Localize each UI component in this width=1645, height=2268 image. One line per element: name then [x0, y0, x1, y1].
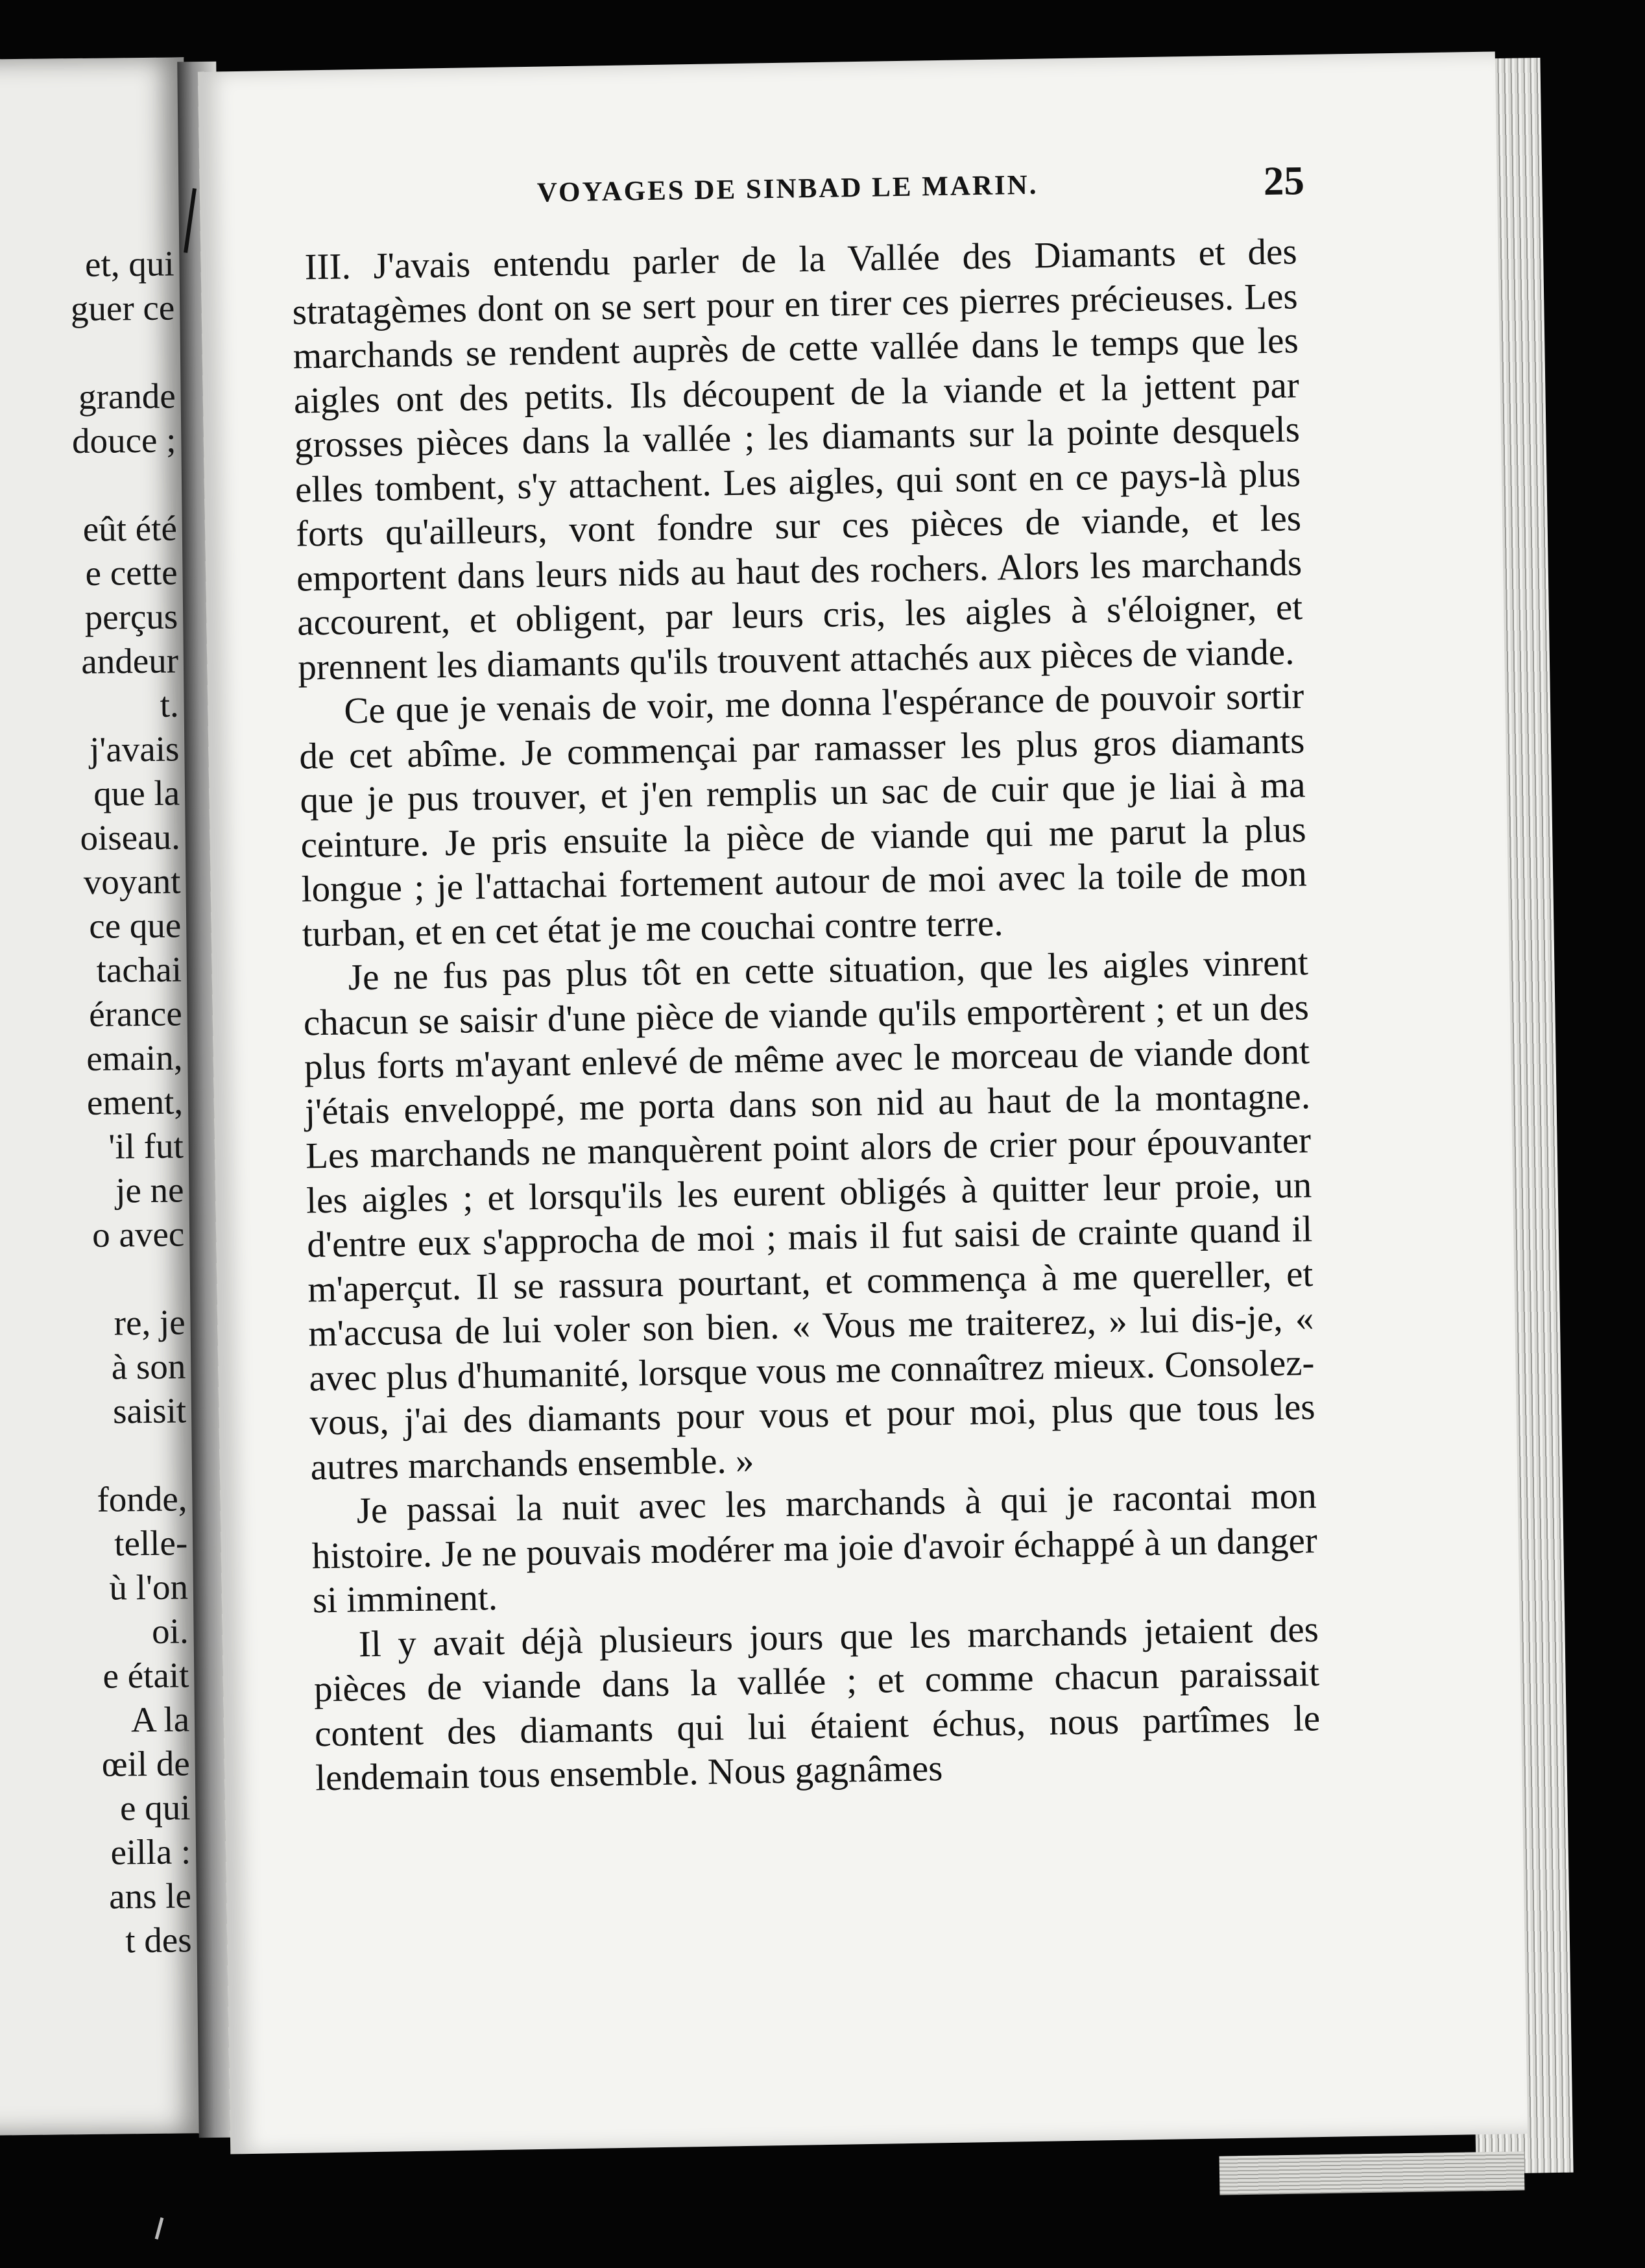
- left-page-line: perçus: [84, 596, 178, 637]
- paragraph: Ce que je venais de voir, me donna l'espérance de pouvoir sortir de cet abîme. Je commençai par ramasser les plus gros diamants que je pus trouver, et j'en remplis un sac de cuir que je liai à ma ceinture. Je pris ensuite la pièce de viande qui me parut la plus longue ; je l'attachai fortement autour de moi avec la toile de mon turban, et en cet état je me couchai contre terre.: [299, 675, 1308, 955]
- left-page-line: ement,: [86, 1081, 184, 1122]
- left-page: [0, 57, 206, 2135]
- paragraph: Je ne fus pas plus tôt en cette situation, que les aigles vinrent chacun se saisir d'une pièce de viande qu'ils emportèrent ; et un des plus forts m'ayant enlevé de même avec le morceau de viande dont j'étais enveloppé, me porta dans son nid au haut de la montagne. Les marchands ne manquèrent point alors de crier pour épouvanter les aigles ; et lorsqu'ils les eurent obligés à quitter leur proie, un d'entre eux s'approcha de moi ; mais il fut saisi de crainte quand il m'aperçut. Il se rassura pourtant, et commença à me quereller, et m'accusa de lui voler son bien. « Vous me traiterez, » lui dis-je, « avec plus d'humanité, lorsque vous me connaîtrez mieux. Consolez-vous, j'ai des diamants pour vous et pour moi, plus que tous les autres marchands ensemble. »: [303, 942, 1315, 1488]
- left-page-line: oi.: [151, 1611, 189, 1651]
- left-page-line: érance: [88, 993, 182, 1034]
- paragraph: Je passai la nuit avec les marchands à qui je racontai mon histoire. Je ne pouvais modérer ma joie d'avoir échappé à un danger si imminent.: [311, 1475, 1318, 1621]
- body-text: [291, 230, 1321, 1801]
- page-edges-bottom: [1219, 2151, 1525, 2195]
- left-page-line: t.: [160, 684, 180, 725]
- left-page-line: eilla :: [110, 1831, 191, 1872]
- left-page-line: douce ;: [71, 420, 176, 461]
- left-page-line: guer ce: [70, 287, 175, 329]
- left-page-line: o avec: [91, 1214, 185, 1255]
- left-page-line: que la: [93, 773, 180, 814]
- left-page-line: re, je: [114, 1302, 186, 1343]
- running-head: VOYAGES DE SINBAD LE MARIN.: [536, 169, 1039, 208]
- left-page-line: A la: [130, 1699, 190, 1740]
- right-page: [198, 51, 1528, 2154]
- paragraph: III. J'avais entendu parler de la Vallée des Diamants et des stratagèmes dont on se sert pour en tirer ces pierres précieuses. Les marchands se rendent auprès de cette vallée dans le temps que les aigles ont des petits. Ils découpent de la viande et la jettent par grosses pièces dans la vallée ; les diamants sur la pointe desquels elles tombent, s'y attachent. Les aigles, qui sont en ce pays-là plus forts qu'ailleurs, vont fondre sur ces pièces de viande, et les emportent dans leurs nids au haut des rochers. Alors les marchands accourent, et obligent, par leurs cris, les aigles à s'éloigner, et prennent les diamants qu'ils trouvent attachés aux pièces de viande.: [292, 231, 1303, 688]
- left-page-line: andeur: [81, 640, 179, 682]
- left-page-line: e était: [102, 1655, 189, 1696]
- left-page-line: 'il fut: [108, 1126, 184, 1166]
- left-page-line: tachai: [96, 949, 182, 990]
- left-page-line: t des: [125, 1920, 192, 1960]
- left-page-line: grande: [78, 376, 176, 417]
- left-page-line: e cette: [85, 552, 178, 593]
- left-page-line: voyant: [83, 861, 181, 902]
- scan-mark: [155, 2217, 164, 2239]
- page-number: 25: [1263, 158, 1305, 204]
- left-page-line: je ne: [115, 1170, 184, 1211]
- left-page-line: ù l'on: [109, 1567, 189, 1608]
- left-page-line: ans le: [108, 1876, 192, 1916]
- paragraph: Il y avait déjà plusieurs jours que les marchands jetaient des pièces de viande dans la vallée ; et comme chacun paraissait content des diamants qui lui étaient échus, nous partîmes le lendemain tous ensemble. Nous gagnâmes: [313, 1608, 1321, 1799]
- left-page-line: fonde,: [97, 1478, 187, 1519]
- left-page-line: j'avais: [89, 729, 180, 769]
- left-page-line: telle-: [114, 1523, 188, 1563]
- left-page-line: œil de: [101, 1743, 191, 1784]
- left-page-line: saisit: [112, 1390, 187, 1431]
- left-page-line: oiseau.: [80, 817, 181, 858]
- left-page-line: à son: [111, 1346, 186, 1387]
- left-page-line: ce que: [88, 905, 182, 946]
- left-page-line: emain,: [86, 1037, 183, 1078]
- left-page-line: eût été: [82, 508, 178, 549]
- left-page-line: e qui: [119, 1787, 191, 1828]
- left-page-line: et, qui: [84, 243, 174, 284]
